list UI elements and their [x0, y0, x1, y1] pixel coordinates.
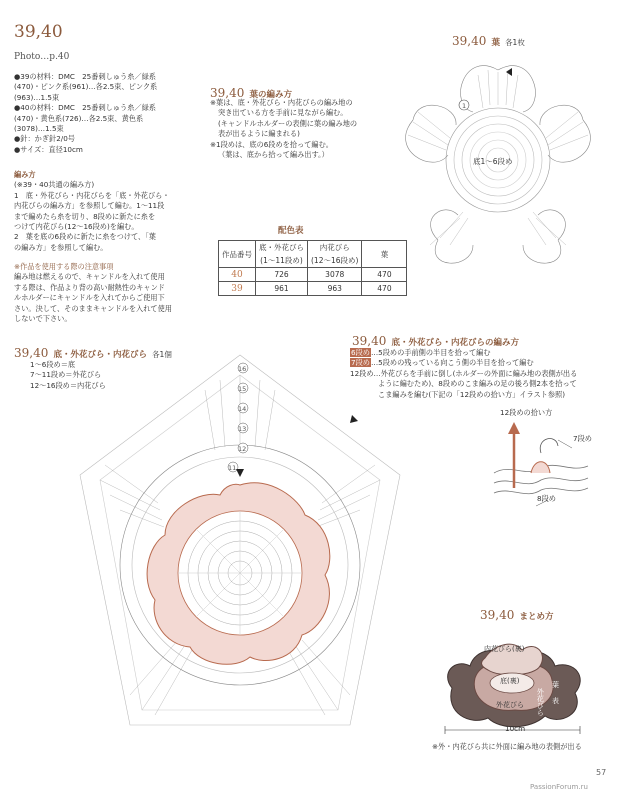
- leaf-start-triangle: [506, 68, 512, 76]
- leaf-chart-count: 各1枚: [505, 38, 525, 47]
- th-item-number: 作品番号: [219, 241, 256, 268]
- arrow-head-icon: [508, 422, 520, 434]
- pickup-label-row8: 8段め: [537, 494, 556, 503]
- end-triangle: [350, 415, 358, 423]
- row40-inner: 3078: [308, 268, 362, 282]
- svg-text:13: 13: [238, 425, 247, 433]
- legend-inner: 12〜16段め＝内花びら: [30, 380, 106, 390]
- leaf-method-notes: [210, 98, 370, 160]
- svg-text:11: 11: [228, 464, 237, 472]
- svg-text:12: 12: [238, 445, 247, 453]
- color-table-title: 配色表: [278, 226, 304, 236]
- svg-text:16: 16: [238, 365, 247, 373]
- materials-39-line3: (963)…1.5束: [14, 92, 60, 102]
- row-marks: [228, 363, 248, 472]
- leaf-chart-title: 葉: [491, 38, 500, 48]
- hook-size: ●針：かぎ針2/0号: [14, 134, 75, 144]
- page-number: 57: [596, 768, 607, 777]
- flower-chart-count: 各1個: [152, 350, 172, 359]
- leaf-center-label: 底1〜6段め: [473, 157, 513, 166]
- watermark-site: PassionForum.ru: [530, 783, 588, 791]
- leaf-note-3: (キャンドルホルダーの表側に葉の編み地の: [218, 118, 358, 128]
- leaf-note-6: （葉は、底から拾って編み出す。）: [218, 150, 329, 160]
- leaf-note-4: 表が出るように編まれる): [218, 129, 300, 139]
- assembly-leaf-side: 葉: [552, 681, 559, 689]
- assembly-outer-label: 外花びら: [496, 701, 524, 709]
- svg-text:14: 14: [238, 405, 247, 413]
- legend-base: 1〜6段め＝底: [30, 360, 76, 369]
- method-title: 編み方: [14, 170, 36, 179]
- assembly-outer-side: 外花びら: [536, 688, 545, 716]
- base-rings: [178, 511, 302, 635]
- leaf-chart-diagram: [378, 50, 618, 280]
- leaf-note-5: ※1段めは、底の6段めを拾って編む。: [210, 139, 333, 149]
- start-triangle: [236, 469, 244, 477]
- row8-strand: [494, 488, 588, 494]
- flower-method-title: 底・外花びら・内花びらの編み方: [391, 338, 519, 348]
- svg-text:15: 15: [238, 385, 247, 393]
- row39-number: 39: [219, 282, 256, 296]
- caution-title: ※作品を使用する際の注意事項: [14, 262, 114, 271]
- leaf-method-heading: 39,40 葉の編み方: [210, 86, 292, 100]
- flower-method-block: [350, 348, 620, 400]
- assembly-note: ※外・内花びら共に外面に編み地の表側が出る: [432, 742, 582, 751]
- materials-block: [14, 72, 204, 155]
- caution-line2: する際は、作品より背の高い耐熱性のキャンド: [14, 282, 165, 292]
- method-block: [14, 170, 209, 253]
- assembly-title: まとめ方: [519, 612, 554, 622]
- method-common: (※39・40共通の編み方): [14, 180, 95, 190]
- th-inner: 内花びら: [308, 241, 362, 255]
- assembly-dimension: 10cm: [505, 724, 526, 733]
- caution-line1: 編み地は燃えるので、キャンドルを入れて使用: [14, 272, 165, 282]
- row7-text: …5段めの残っている向こう側の半目を拾って編む: [370, 358, 534, 368]
- row40-number: 40: [219, 268, 256, 282]
- picked-stitch: [531, 462, 550, 473]
- row12-line3: こま編みを編む(下記の「12段めの拾い方」イラスト参照): [378, 389, 566, 399]
- leaf-chart-heading: 39,40 葉 各1枚: [452, 34, 525, 48]
- method-step1-a: 1 底・外花びら・内花びらを「底・外花びら・: [14, 190, 170, 200]
- materials-40-line2: (470)・黄色系(726)…各2.5束、黄色系: [14, 113, 144, 123]
- th-base-rows: (1〜11段め): [256, 254, 308, 268]
- leaf-note-2: 突き出ている方を手前に見ながら編む。: [218, 108, 348, 118]
- row6-tag: 6段め: [351, 348, 370, 357]
- flower-chart-diagram: [40, 335, 440, 775]
- caution-block: [14, 262, 209, 324]
- row39-inner: 963: [308, 282, 362, 296]
- row12-line2: ように編むため)、8段めのこま編みの足の後ろ側2本を拾って: [378, 379, 577, 389]
- th-inner-rows: (12〜16段め): [308, 254, 362, 268]
- leaf-note-1: ※葉は、底・外花びら・内花びらの編み地の: [210, 98, 353, 107]
- row40-leaf: 470: [362, 268, 407, 282]
- pattern-number: 39,40: [14, 22, 63, 42]
- assembly-base-label: 底(裏): [500, 677, 520, 685]
- leaf-row-mark: 1: [462, 102, 467, 110]
- method-step1-c: まで編めたら糸を切り、8段めに新たに糸を: [14, 211, 156, 221]
- method-step2-a: 2 葉を底の6段めに新たに糸をつけて、「葉: [14, 232, 156, 242]
- row39-base: 961: [256, 282, 308, 296]
- pickup-title: 12段めの拾い方: [500, 408, 553, 417]
- assembly-heading: 39,40 まとめ方: [480, 608, 554, 622]
- row7-tag: 7段め: [351, 358, 370, 368]
- table-row: [219, 282, 407, 296]
- row40-base: 726: [256, 268, 308, 282]
- method-step1-d: つけて内花びら(12〜16段め)を編む。: [14, 222, 139, 232]
- inner-petal-ring: [147, 483, 330, 665]
- row39-leaf: 470: [362, 282, 407, 296]
- photo-reference: Photo…p.40: [14, 52, 70, 62]
- materials-40-line1: ●40の材料：DMC 25番刺しゅう糸／緑系: [14, 103, 156, 113]
- materials-40-line3: (3078)…1.5束: [14, 124, 64, 134]
- materials-39-line1: ●39の材料：DMC 25番刺しゅう糸／緑系: [14, 72, 156, 81]
- caution-line5: しないで下さい。: [14, 314, 72, 324]
- assembly-inner-label: 内花びら(裏): [484, 645, 525, 653]
- th-leaf: 葉: [362, 241, 407, 268]
- assembly-table-label: 表: [552, 697, 559, 705]
- caution-line4: さい。決して、そのままキャンドルを入れて使用: [14, 303, 172, 313]
- caution-line3: ルホルダーにキャンドルを入れてからご使用下: [14, 293, 165, 303]
- flower-chart-title: 底・外花びら・内花びら: [53, 350, 147, 360]
- pickup-label-row7: 7段め: [573, 434, 592, 443]
- row12-line1: 12段め…外花びらを手前に倒し(ホルダーの外面に編み地の表側が出る: [350, 368, 578, 378]
- flower-method-heading: 39,40 底・外花びら・内花びらの編み方: [352, 334, 519, 348]
- legend-outer: 7〜11段め＝外花びら: [30, 370, 102, 380]
- th-base: 底・外花びら: [256, 241, 308, 255]
- materials-39-line2: (470)・ピンク系(961)…各2.5束、ピンク系: [14, 82, 158, 92]
- row6-text: …5段めの手前側の半目を拾って編む: [370, 348, 491, 357]
- method-step1-b: 内花びらの編み方」を参照して編む。1〜11段: [14, 201, 165, 211]
- flower-chart-heading: 39,40 底・外花びら・内花びら 各1個: [14, 346, 172, 360]
- leaf-method-title: 葉の編み方: [249, 90, 292, 100]
- method-step2-b: の編み方」を参照して編む。: [14, 242, 108, 252]
- finished-size: ●サイズ：直径10cm: [14, 144, 83, 154]
